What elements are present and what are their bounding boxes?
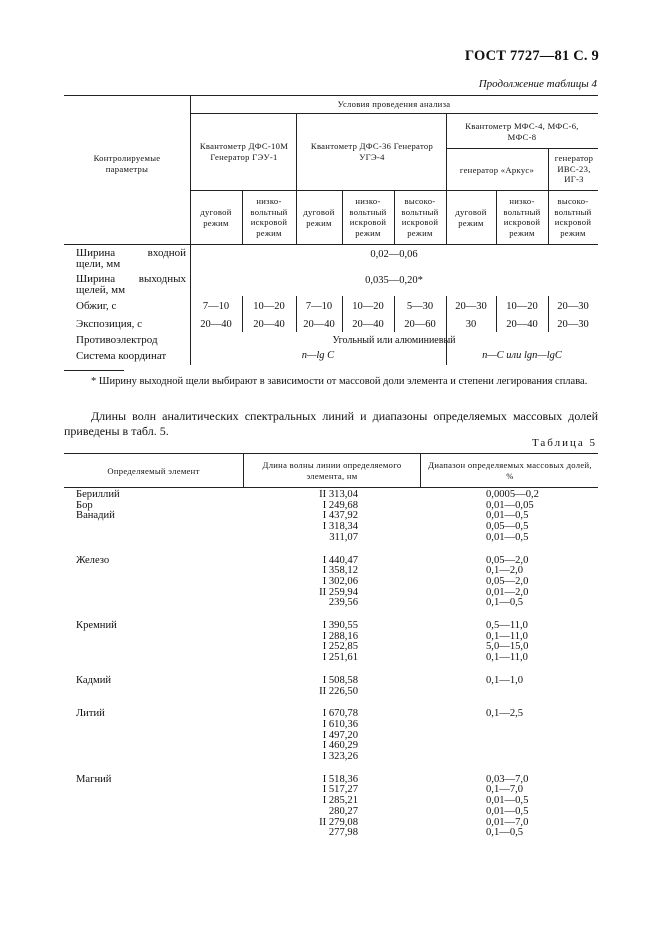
value-exposure: 20—40 bbox=[303, 319, 335, 330]
value-burn: 10—20 bbox=[506, 301, 538, 312]
range-value: 0,1—2,0 bbox=[486, 565, 524, 577]
range-value: 0,05—2,0 bbox=[486, 575, 529, 587]
element-name: Бериллий bbox=[76, 489, 120, 500]
wavelength-value: I 517,27 bbox=[322, 784, 358, 796]
range-value: 0,03—7,0 bbox=[486, 773, 529, 785]
range-value: 0,1—2,5 bbox=[486, 708, 524, 720]
value-outlet: 0,035—0,20* bbox=[365, 275, 423, 286]
wavelength-value: I 508,58 bbox=[322, 674, 358, 686]
mode-header: дуговой режим bbox=[455, 207, 487, 228]
range-value: 0,5—11,0 bbox=[486, 620, 528, 631]
wavelength-value: I 518,36 bbox=[322, 773, 358, 785]
range-value: 0,1—1,0 bbox=[486, 674, 524, 686]
table5-caption: Таблица 5 bbox=[531, 437, 597, 449]
range-value: 0,01—7,0 bbox=[486, 816, 529, 828]
wavelength-value: I 358,12 bbox=[322, 565, 358, 577]
value-burn: 10—20 bbox=[352, 301, 384, 312]
range-value: 0,1—0,5 bbox=[486, 827, 524, 839]
col-wavelength: Длина волны линии определяемого элемента, нм bbox=[262, 460, 402, 481]
element-name: Ванадий bbox=[76, 510, 115, 522]
row-label-exposure: Экспозиция, с bbox=[76, 318, 143, 330]
mode-header: дуговой режим bbox=[200, 207, 232, 228]
intro-paragraph: Длины волн аналитических спектральных линий и диапазоны определяемых массовых долей приведены в табл. 5. bbox=[64, 409, 598, 438]
value-coord-right: n—C или lgn—lgC bbox=[482, 350, 562, 361]
value-exposure: 20—40 bbox=[352, 319, 384, 330]
mode-header: низко- вольтный искровой режим bbox=[250, 196, 288, 238]
wavelength-value: I 460,29 bbox=[322, 740, 358, 752]
row-label-coordinates: Система координат bbox=[76, 350, 167, 362]
wavelength-value: I 610,36 bbox=[322, 718, 358, 730]
wavelength-value: I 437,92 bbox=[322, 510, 358, 522]
value-burn: 20—30 bbox=[455, 301, 487, 312]
wavelength-value: II 226,50 bbox=[319, 685, 358, 697]
range-value: 5,0—15,0 bbox=[486, 641, 529, 653]
group-dfs10m: Квантометр ДФС-10М Генератор ГЭУ-1 bbox=[199, 141, 289, 162]
range-value: 0,01—2,0 bbox=[486, 586, 529, 598]
mode-header: дуговой режим bbox=[303, 207, 335, 228]
range-value: 0,0005—0,2 bbox=[486, 489, 539, 500]
row-label-inlet: Ширина входной щели, мм bbox=[76, 247, 186, 270]
mode-header: низко- вольтный искровой режим bbox=[349, 196, 387, 238]
wavelength-value: II 259,94 bbox=[319, 586, 358, 598]
value-exposure: 20—30 bbox=[557, 319, 589, 330]
wavelength-value: I 440,47 bbox=[322, 554, 358, 566]
wavelength-value: I 497,20 bbox=[322, 729, 358, 741]
wavelength-value: I 249,68 bbox=[322, 499, 358, 511]
page-header: ГОСТ 7727—81 С. 9 bbox=[464, 48, 599, 64]
col-element: Определяемый элемент bbox=[107, 466, 200, 476]
range-value: 0,01—0,5 bbox=[486, 805, 529, 817]
element-name: Кремний bbox=[76, 620, 117, 631]
group-dfs36: Квантометр ДФС-36 Генератор УГЭ-4 bbox=[310, 141, 434, 162]
range-value: 0,05—0,5 bbox=[486, 521, 529, 533]
element-name: Кадмий bbox=[76, 674, 112, 686]
wavelength-value: I 323,26 bbox=[322, 751, 358, 762]
wavelength-value: 280,27 bbox=[328, 805, 358, 817]
table-continuation: Продолжение таблицы 4 bbox=[478, 78, 597, 90]
range-value: 0,01—0,5 bbox=[486, 531, 529, 543]
value-exposure: 20—40 bbox=[506, 319, 538, 330]
value-inlet: 0,02—0,06 bbox=[370, 249, 418, 260]
wavelength-value: II 279,08 bbox=[319, 816, 358, 828]
element-name: Железо bbox=[76, 554, 110, 566]
range-value: 0,1—11,0 bbox=[486, 630, 528, 642]
wavelength-value: I 251,61 bbox=[322, 652, 358, 664]
value-exposure: 20—60 bbox=[404, 319, 436, 330]
range-value: 0,05—2,0 bbox=[486, 554, 529, 566]
wavelength-value: 311,07 bbox=[329, 531, 358, 543]
element-name: Литий bbox=[76, 708, 105, 720]
wavelength-value: 239,56 bbox=[328, 597, 358, 609]
value-counter-electrode: Угольный или алюминиевый bbox=[332, 335, 456, 346]
wavelength-value: I 288,16 bbox=[322, 630, 358, 642]
element-name: Магний bbox=[76, 773, 112, 785]
value-exposure: 30 bbox=[465, 319, 477, 330]
wavelength-value: I 302,06 bbox=[322, 575, 358, 587]
col-range: Диапазон определяемых массовых долей, % bbox=[428, 460, 592, 481]
range-value: 0,01—0,5 bbox=[486, 510, 529, 522]
wavelength-value: I 318,34 bbox=[322, 521, 358, 533]
range-value: 0,1—11,0 bbox=[486, 652, 528, 664]
mode-header: высоко- вольтный искровой режим bbox=[554, 196, 592, 238]
value-exposure: 20—40 bbox=[253, 319, 285, 330]
footnote: * Ширину выходной щели выбирают в зависимости от массовой доли элемента и степени легирования сплава. bbox=[91, 376, 588, 387]
value-burn: 7—10 bbox=[305, 301, 333, 312]
wavelength-value: I 390,55 bbox=[322, 620, 358, 631]
wavelength-value: I 252,85 bbox=[322, 641, 358, 653]
wavelength-value: I 285,21 bbox=[322, 795, 358, 807]
group-mfs: Квантометр МФС-4, МФС-6, МФС-8 bbox=[465, 121, 579, 142]
range-value: 0,01—0,05 bbox=[486, 499, 534, 511]
subgroup-ivs: генератор ИВС-23, ИГ-3 bbox=[554, 153, 594, 184]
mode-header: высоко- вольтный искровой режим bbox=[401, 196, 439, 238]
range-value: 0,1—7,0 bbox=[486, 784, 524, 796]
conditions-header: Условия проведения анализа bbox=[337, 99, 451, 109]
value-burn: 20—30 bbox=[557, 301, 589, 312]
value-burn: 5—30 bbox=[406, 301, 434, 312]
element-name: Бор bbox=[76, 499, 93, 511]
row-label-counter-electrode: Противоэлектрод bbox=[76, 334, 158, 346]
range-value: 0,01—0,5 bbox=[486, 795, 529, 807]
wavelength-value: II 313,04 bbox=[319, 489, 358, 500]
wavelength-value: 277,98 bbox=[328, 827, 358, 839]
value-exposure: 20—40 bbox=[200, 319, 232, 330]
row-label-burn: Обжиг, с bbox=[76, 300, 117, 312]
value-coord-left: n—lg C bbox=[301, 350, 335, 361]
wavelength-value: I 670,78 bbox=[322, 708, 358, 720]
mode-header: низко- вольтный искровой режим bbox=[503, 196, 541, 238]
param-header: Контролируемые параметры bbox=[93, 153, 161, 174]
value-burn: 10—20 bbox=[253, 301, 285, 312]
row-label-outlet: Ширина выходных щелей, мм bbox=[76, 273, 186, 296]
range-value: 0,1—0,5 bbox=[486, 597, 524, 609]
subgroup-arkus: генератор «Аркус» bbox=[459, 165, 535, 175]
value-burn: 7—10 bbox=[202, 301, 230, 312]
